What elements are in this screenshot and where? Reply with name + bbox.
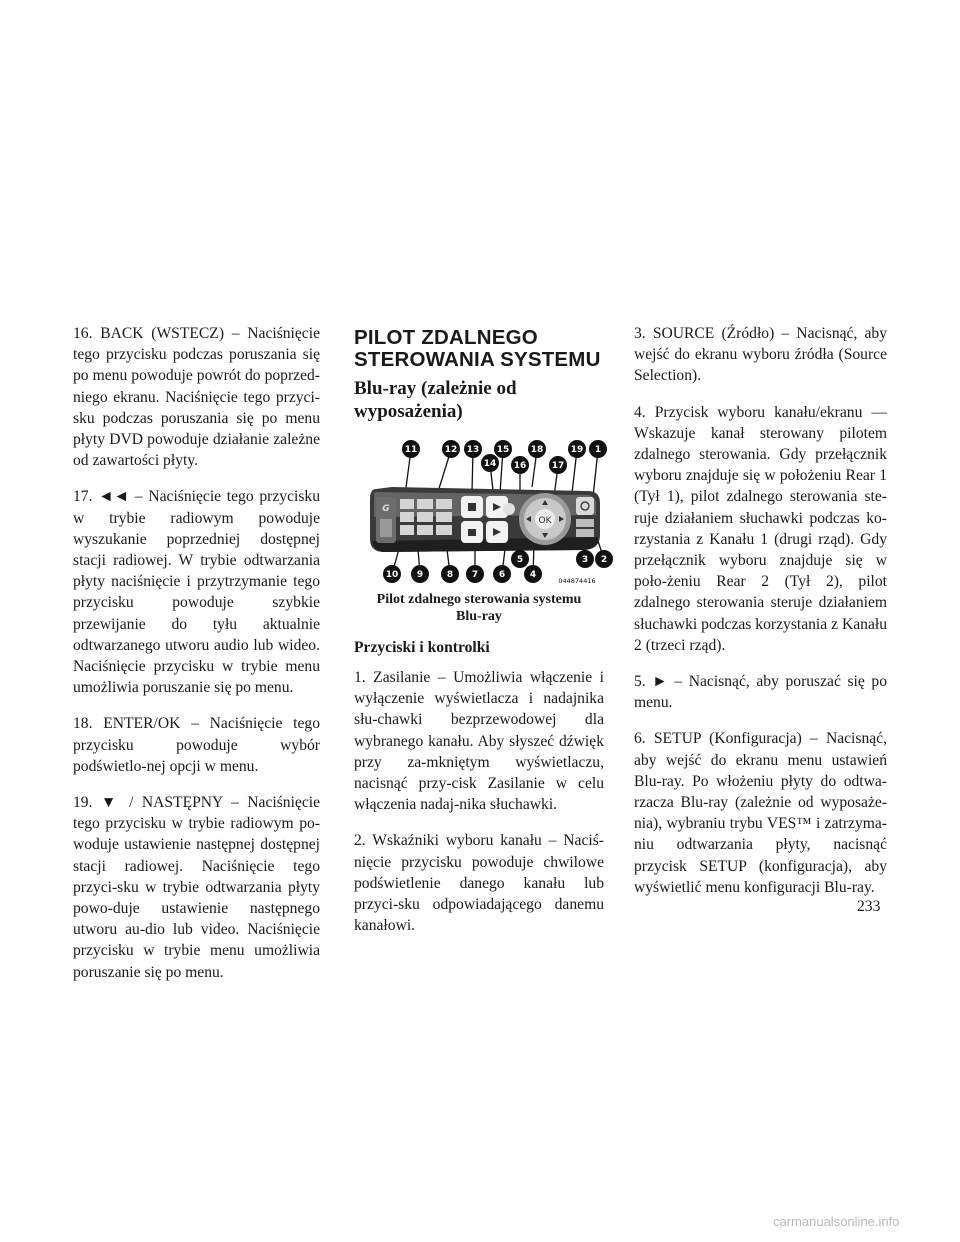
right-column <box>634 323 887 913</box>
page-number: 233 <box>857 898 881 915</box>
item-18-text: 18. ENTER/OK – Naciśnięcie tego przycisku powoduje wybór podświetlo-nej opcji w menu. <box>73 715 320 775</box>
section-heading <box>354 327 604 371</box>
figure-caption-line1: Pilot zdalnego sterowania systemu <box>376 592 582 607</box>
callout-label: 7 <box>471 570 479 580</box>
callout-label: 16 <box>513 461 527 471</box>
section-subheading-line2: wyposażenia) <box>354 401 463 422</box>
callout-label: 10 <box>385 570 399 580</box>
callout-label: 18 <box>530 445 544 455</box>
callout-label: 5 <box>516 555 524 565</box>
callout-label: 12 <box>444 445 458 455</box>
figure-caption <box>354 591 604 625</box>
middle-column <box>354 323 608 951</box>
callout-label: 9 <box>416 570 424 580</box>
section-subheading <box>354 377 604 423</box>
item-1-text: 1. Zasilanie – Umożliwia włączenie i wyłączenie wyświetlacza i nadajnika słu-chawki bezprzewodowej dla wybranego kanału. Aby słyszeć dźwięk przy za-mkniętym wyświetlaczu, nacisnąć przy-cisk Zasilanie w celu włączenia nadaj-nika słuchawki. <box>354 669 604 814</box>
callout-label: 4 <box>529 570 537 580</box>
callout-label: 17 <box>551 461 565 471</box>
left-column <box>73 323 320 998</box>
callout-label: 11 <box>404 445 418 455</box>
item-3-text: 3. SOURCE (Źródło) – Nacisnąć, aby wejść do ekranu wyboru źródła (Source Selection). <box>634 325 887 385</box>
section-subheading-line1: Blu-ray (zależnie od <box>354 378 517 399</box>
item-19-text: 19. ▼ / NASTĘPNY – Naciśnięcie tego przycisku w trybie radiowym po-woduje ustawienie następnej dostępnej stacji radiowej. Naciśnięcie tego przyci-sku w trybie odtwarzania płyty powo-duje ustawienie następnego utworu au-dio lub video. Naciśnięcie przycisku w trybie menu umożliwia poruszanie się po menu. <box>73 794 320 981</box>
callout-label: 2 <box>600 555 608 565</box>
figure-caption-line2: Blu-ray <box>456 609 502 624</box>
item-16-text: 16. BACK (WSTECZ) – Naciśnięcie tego przycisku podczas poruszania się po menu powoduje powrót do poprzed-niego ekranu. Naciśnięcie tego przyci-sku podczas poruszania się po menu płyty DVD powoduje działanie zależne od zawartości płyty. <box>73 325 320 470</box>
callout-label: 1 <box>594 445 602 455</box>
callout-label: 8 <box>446 570 454 580</box>
section-heading-line2: STEROWANIA SYSTEMU <box>354 348 601 371</box>
item-4-text: 4. Przycisk wyboru kanału/ekranu — Wskazuje kanał sterowany pilotem zdalnego sterowania. Gdy przełącznik wyboru znajduje się w położeniu Rear 1 (Tył 1), pilot zdalnego sterowania ste-ruje działaniem słuchawki podczas ko-rzystania z Kanału 1 (drugi rząd). Gdy przełącznik wyboru znajduje się w poło-żeniu Rear 2 (Tył 2), pilot zdalnego sterowania steruje działaniem słuchawki podczas korzystania z Kanału 2 (trzeci rząd). <box>634 403 887 654</box>
callout-label: 19 <box>570 445 584 455</box>
section-heading-line1: PILOT ZDALNEGO <box>354 326 538 349</box>
svg-text:OK: OK <box>538 516 552 526</box>
callout-label: 13 <box>466 445 480 455</box>
callout-label: 3 <box>581 555 589 565</box>
item-2-text: 2. Wskaźniki wyboru kanału – Naciś-nięcie przycisku powoduje chwilowe podświetlenie danego kanału lub przyci-sku odpowiadającego danemu kanałowi. <box>354 832 604 935</box>
callout-label: 14 <box>483 459 497 469</box>
remote-control-figure <box>362 437 608 587</box>
item-17-text: 17. ◄◄ – Naciśnięcie tego przycisku w trybie radiowym powoduje wyszukanie poprzedniej dostępnej stacji radiowej. W trybie odtwarzania płyty naciśnięcie i przytrzymanie tego przycisku powoduje szybkie przewijanie do tyłu aktualnie odtwarzanego utworu audio lub wideo. Naciśnięcie przycisku w trybie menu umożliwia poruszanie się po menu. <box>73 488 320 697</box>
item-5-text: 5. ► – Nacisnąć, aby poruszać się po menu. <box>634 673 887 712</box>
remote-control-illustration <box>362 437 608 587</box>
figure-code: 044874416 <box>558 577 596 585</box>
watermark[interactable]: carmanualsonline.info <box>773 1214 900 1229</box>
item-6-text: 6. SETUP (Konfiguracja) – Nacisnąć, aby wejść do ekranu menu ustawień Blu-ray. Po włożeniu płyty do odtwa-rzacza Blu-ray (zależnie od wyposaże-nia), wybraniu trybu VES™ i zatrzyma-niu odtwarzania płyty, nacisnąć przycisk SETUP (konfiguracja), aby wyświetlić menu konfiguracji Blu-ray. <box>634 730 887 896</box>
svg-text:G: G <box>382 504 390 514</box>
callout-label: 6 <box>498 570 506 580</box>
callout-label: 15 <box>496 445 510 455</box>
controls-heading: Przyciski i kontrolki <box>354 639 490 656</box>
